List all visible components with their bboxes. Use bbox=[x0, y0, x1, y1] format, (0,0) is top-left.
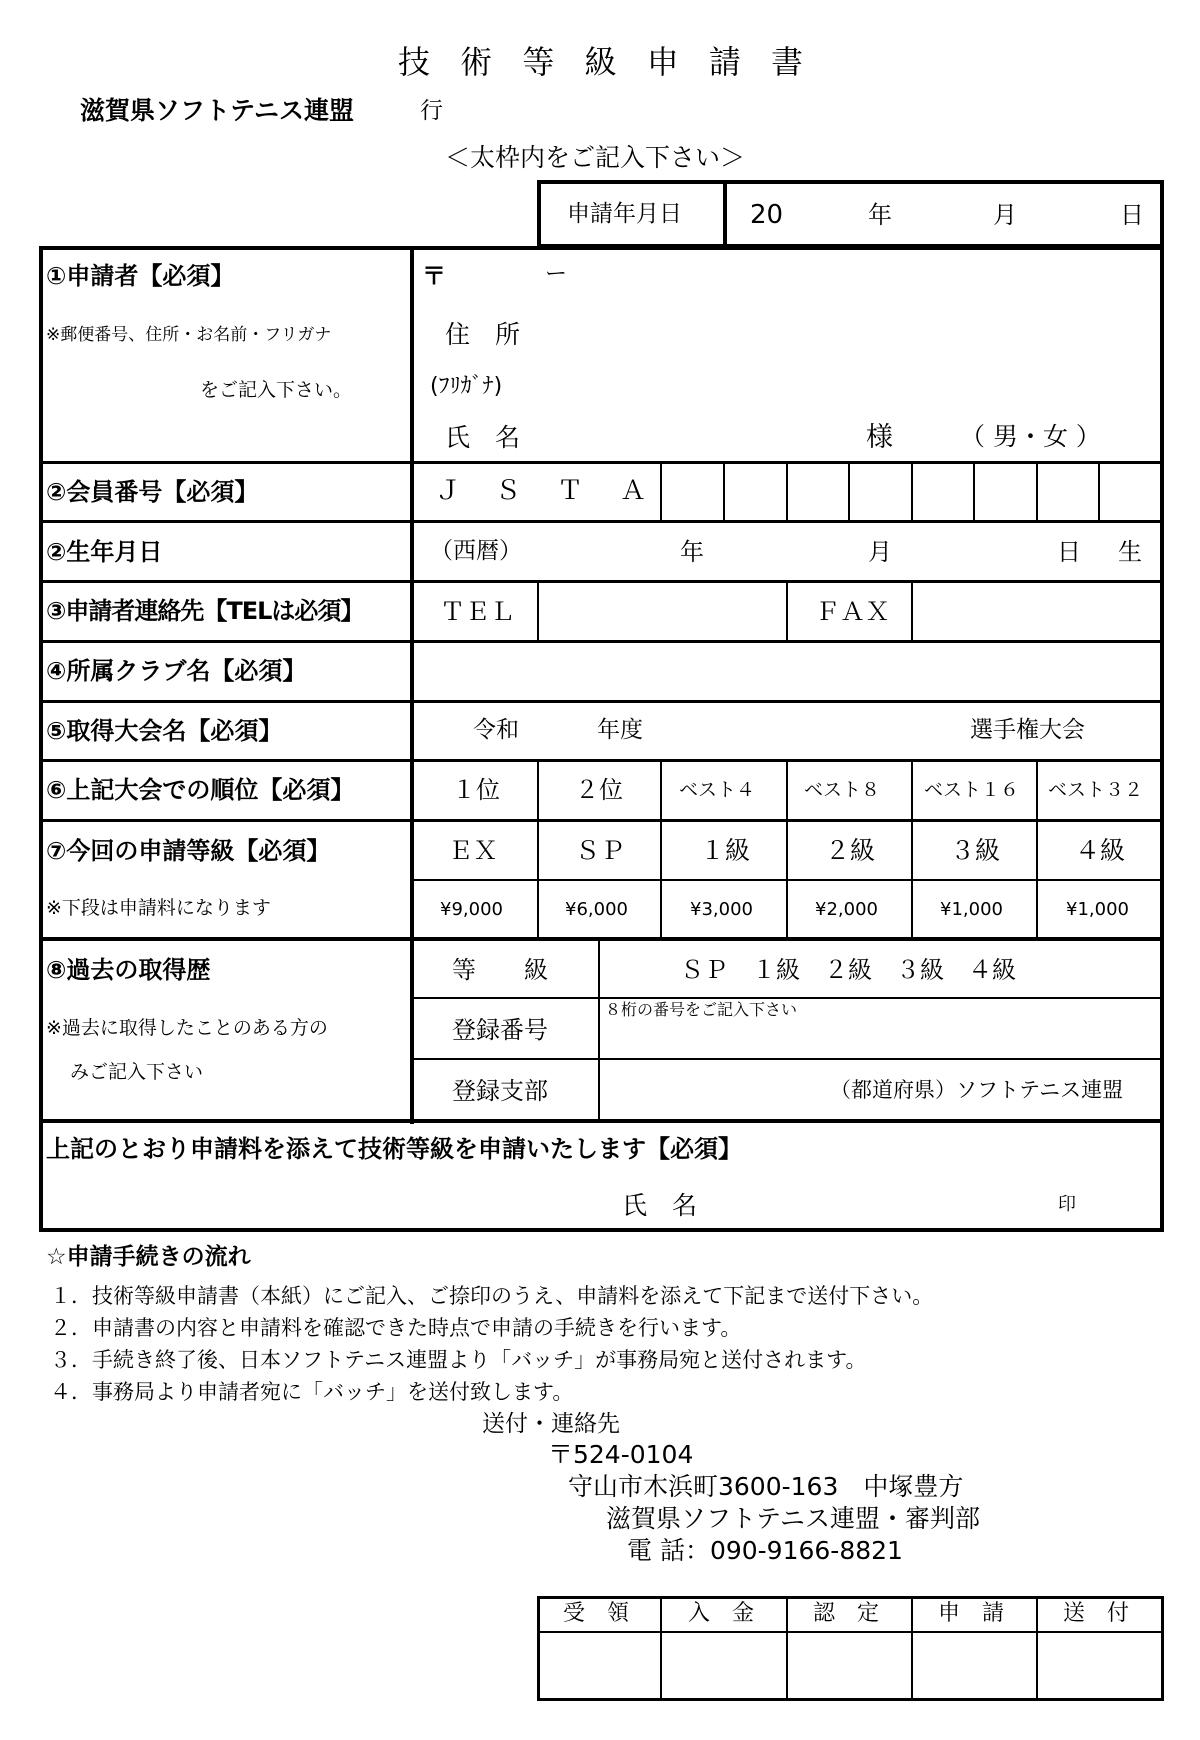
date-era[interactable]: 20 bbox=[750, 200, 784, 230]
member-prefix-3: Ｔ bbox=[557, 476, 584, 506]
office-header: 送 付 bbox=[1063, 1601, 1130, 1626]
procedure-step: ２．申請書の内容と申請料を確認できた時点で申請の手続きを行います。 bbox=[50, 1316, 742, 1340]
send-to-org: 滋賀県ソフトテニス連盟・審判部 bbox=[606, 1504, 981, 1533]
birth-day: 日 bbox=[1057, 538, 1081, 566]
grade-note: ※下段は申請料になります bbox=[46, 897, 271, 919]
declaration-name: 氏 名 bbox=[622, 1191, 698, 1220]
member-prefix-2: Ｓ bbox=[495, 476, 522, 506]
rank-option[interactable]: ベスト４ bbox=[679, 779, 756, 801]
date-month: 月 bbox=[993, 201, 1017, 229]
history-note1: ※過去に取得したことのある方の bbox=[46, 1017, 328, 1039]
fax-label: ＦＡＸ bbox=[815, 597, 891, 626]
rank-option[interactable]: ２位 bbox=[575, 776, 623, 804]
applicant-note2: をご記入下さい。 bbox=[200, 379, 353, 401]
member-prefix-4: Ａ bbox=[620, 476, 647, 506]
address-label: 住 所 bbox=[445, 320, 521, 349]
postal-mark: 〒 bbox=[422, 262, 446, 290]
send-to-title: 送付・連絡先 bbox=[482, 1411, 620, 1437]
grade-fee: ¥1,000 bbox=[1066, 899, 1129, 920]
procedure-step: ３．手続き終了後、日本ソフトテニス連盟より「バッチ」が事務局宛と送付されます。 bbox=[50, 1348, 867, 1372]
procedure-title: ☆申請手続きの流れ bbox=[46, 1244, 251, 1270]
declaration-text: 上記のとおり申請料を添えて技術等級を申請いたします【必須】 bbox=[46, 1135, 742, 1163]
contact-label: ③申請者連絡先【TELは必須】 bbox=[46, 597, 364, 625]
furigana-label: (ﾌﾘｶﾞﾅ) bbox=[430, 374, 503, 399]
send-to-postal: 〒524-0104 bbox=[548, 1440, 694, 1469]
grade-option[interactable]: ＥＸ bbox=[448, 836, 499, 865]
office-header: 認 定 bbox=[813, 1601, 880, 1626]
grade-option[interactable]: １級 bbox=[700, 836, 751, 865]
procedure-step: ４．事務局より申請者宛に「バッチ」を送付致します。 bbox=[50, 1380, 574, 1404]
club-label: ④所属クラブ名【必須】 bbox=[46, 657, 307, 685]
tournament-name: 選手権大会 bbox=[970, 717, 1085, 743]
grade-fee: ¥9,000 bbox=[440, 899, 503, 920]
birth-year: 年 bbox=[680, 538, 704, 566]
procedure-step: １．技術等級申請書（本紙）にご記入、ご捺印のうえ、申請料を添えて下記まで送付下さい。 bbox=[50, 1284, 934, 1308]
date-label: 申請年月日 bbox=[567, 201, 682, 227]
grade-option[interactable]: ４級 bbox=[1075, 836, 1126, 865]
birth-born: 生 bbox=[1118, 538, 1142, 566]
tournament-fiscal: 年度 bbox=[597, 717, 643, 743]
sex-choice[interactable]: （ 男・女 ） bbox=[960, 422, 1101, 451]
postal-dash: ー bbox=[545, 262, 568, 287]
addressee: 滋賀県ソフトテニス連盟 bbox=[80, 96, 355, 125]
applicant-note1: ※郵便番号、住所・お名前・フリガナ bbox=[46, 325, 332, 345]
rank-option[interactable]: １位 bbox=[452, 776, 500, 804]
office-header: 入 金 bbox=[688, 1601, 755, 1626]
member-prefix-1: Ｊ bbox=[435, 476, 462, 506]
rank-option[interactable]: ベスト３２ bbox=[1048, 779, 1144, 801]
tournament-label: ⑤取得大会名【必須】 bbox=[46, 717, 283, 745]
grade-option[interactable]: ２級 bbox=[825, 836, 876, 865]
send-to-address: 守山市木浜町3600-163 中塚豊方 bbox=[568, 1472, 964, 1501]
applicant-label: ①申請者【必須】 bbox=[46, 262, 235, 290]
rank-option[interactable]: ベスト８ bbox=[804, 779, 881, 801]
office-header: 申 請 bbox=[938, 1601, 1005, 1626]
instruction: ＜太枠内をご記入下さい＞ bbox=[445, 143, 746, 172]
seal-mark: 印 bbox=[1058, 1194, 1076, 1215]
birth-month: 月 bbox=[868, 538, 892, 566]
grade-fee: ¥3,000 bbox=[690, 899, 753, 920]
office-header: 受 領 bbox=[563, 1601, 630, 1626]
reg-no-label: 登録番号 bbox=[452, 1016, 548, 1044]
form-title: 技 術 等 級 申 請 書 bbox=[398, 43, 814, 81]
rank-option[interactable]: ベスト１６ bbox=[924, 779, 1020, 801]
addressee-suffix: 行 bbox=[420, 98, 443, 124]
history-label: ⑧過去の取得歴 bbox=[46, 956, 211, 984]
reg-no-hint: ８桁の番号をご記入下さい bbox=[605, 1000, 798, 1019]
grade-option[interactable]: ＳＰ bbox=[575, 836, 626, 865]
branch-label: 登録支部 bbox=[452, 1077, 548, 1105]
date-year: 年 bbox=[868, 201, 892, 229]
name-label: 氏 名 bbox=[445, 423, 521, 452]
tel-label: ＴＥＬ bbox=[440, 597, 516, 626]
history-grade-label: 等 級 bbox=[452, 956, 548, 984]
send-to-phone: 電 話：090-9166-8821 bbox=[627, 1536, 903, 1565]
date-day: 日 bbox=[1120, 201, 1144, 229]
member-no-label: ②会員番号【必須】 bbox=[46, 478, 259, 506]
grade-fee: ¥1,000 bbox=[940, 899, 1003, 920]
rank-label: ⑥上記大会での順位【必須】 bbox=[46, 776, 355, 804]
history-note2: みご記入下さい bbox=[70, 1061, 204, 1083]
grade-fee: ¥6,000 bbox=[565, 899, 628, 920]
grade-fee: ¥2,000 bbox=[815, 899, 878, 920]
history-grades[interactable]: ＳＰ １級 ２級 ３級 ４級 bbox=[680, 956, 1016, 984]
birth-label: ②生年月日 bbox=[46, 538, 163, 566]
tournament-era: 令和 bbox=[473, 717, 519, 743]
branch-suffix: （都道府県）ソフトテニス連盟 bbox=[830, 1078, 1124, 1102]
birth-era: （西暦） bbox=[430, 538, 522, 564]
grade-label: ⑦今回の申請等級【必須】 bbox=[46, 837, 331, 865]
honorific: 様 bbox=[866, 422, 893, 453]
grade-option[interactable]: ３級 bbox=[950, 836, 1001, 865]
